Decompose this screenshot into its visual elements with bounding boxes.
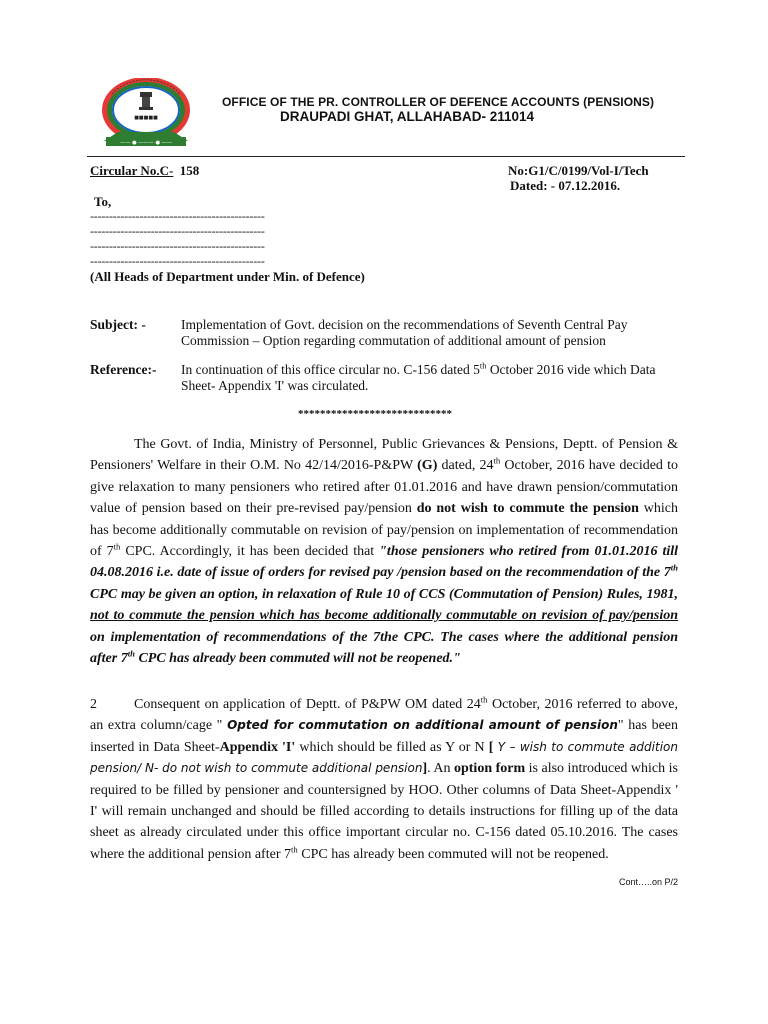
separator: **************************** [298,408,452,420]
reference-text: In continuation of this office circular no. C-156 dated 5th October 2016 vide which Data Sheet- Appendix 'I' was circulated. [181,361,656,393]
address-line: ---------------------------------------------- [90,254,265,268]
header-divider [87,156,685,157]
office-address: DRAUPADI GHAT, ALLAHABAD- 211014 [280,109,535,124]
reference-label: Reference:- [90,362,157,377]
svg-text:—— ● ——— ● ——: —— ● ——— ● —— [120,140,172,146]
recipients: (All Heads of Department under Min. of Defence) [90,269,365,284]
circular-number: Circular No.C- 158 [90,163,200,178]
circular-reference-number: No:G1/C/0199/Vol-I/Tech [508,163,649,178]
circular-date: Dated: - 07.12.2016. [510,178,621,193]
address-line: ---------------------------------------------- [90,239,265,253]
subject-label: Subject: - [90,317,146,332]
paragraph-1: The Govt. of India, Ministry of Personnel, Public Grievances & Pensions, Deptt. of Pension & Pensioners' Welfare in their O.M. No 42/14/2016-P&PW (G) dated, 24th October, 2016 have decided to give relaxation to many pensioners who retired after 01.01.2016 and have drawn pension/commutation value of pension based on their pre-revised pay/pension do not wish to commute the pension which has become additionally commutable on revision of pay/pension on implementation of recommendation of 7th CPC. Accordingly, it has been decided that "those pensioners who retired from 01.01.2016 till 04.08.2016 i.e. date of issue of orders for revised pay /pension based on the recommendation of the 7th CPC may be given an option, in relaxation of Rule 10 of CCS (Commutation of Pension) Rules, 1981, not to commute the pension which has become additionally commutable on revision of pay/pension on implementation of recommendations of the 7the CPC. The cases where the additional pension after 7th CPC has already been commuted will not be reopened." [90,437,678,667]
continued-note: Cont…..on P/2 [618,877,678,887]
svg-text:■■■■■: ■■■■■ [134,115,158,121]
paragraph-2: 2 Consequent on application of Deptt. of P&PW OM dated 24th October, 2016 referred to above, an extra column/cage " Opted for commutation on additional amount of pension" has been inserted in Data Sheet-Appendix 'I' which should be filled as Y or N [ Y – wish to commute addition pension/ N- do not wish to commute additional pension]. An option form is also introduced which is required to be filled by pensioner and countersigned by HOO. Other columns of Data Sheet-Appendix ' I' will remain unchanged and should be filled according to details instructions for filling up of the data sheet as already circulated under this office important circular no. C-156 dated 05.10.2016. The cases where the additional pension after 7th CPC has already been commuted will not be reopened. [90,694,679,862]
office-title: OFFICE OF THE PR. CONTROLLER OF DEFENCE ACCOUNTS (PENSIONS) [222,95,655,109]
subject-text: Implementation of Govt. decision on the recommendations of Seventh Central Pay Commission – Option regarding commutation of additional amount of pension [181,317,628,348]
address-line: ---------------------------------------------- [90,224,265,238]
pcda-logo [96,78,204,152]
to-label: To, [94,194,112,209]
address-line: ---------------------------------------------- [90,209,265,223]
